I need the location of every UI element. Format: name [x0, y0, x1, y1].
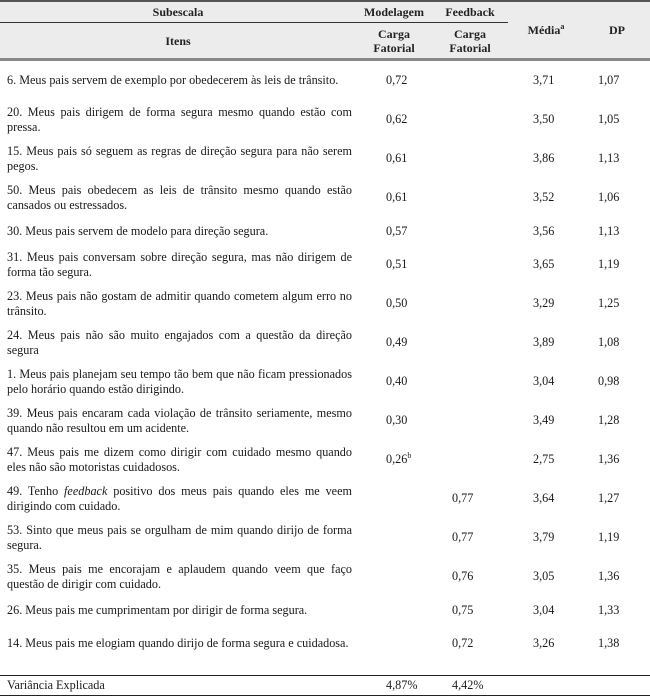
modelagem-loading [356, 362, 432, 401]
feedback-loading: 0,72 [452, 636, 474, 650]
feedback-loading [432, 323, 508, 362]
feedback-loading [432, 245, 508, 284]
feedback-loading [432, 139, 508, 178]
empty-cell [508, 676, 584, 696]
modelagem-loading [356, 323, 432, 362]
dp-value: 1,28 [598, 413, 620, 427]
modelagem-loading [356, 245, 432, 284]
variance-feedback: 4,42% [432, 676, 508, 696]
item-text: 39. Meus pais encaram cada violação de trânsito seriamente, mesmo quando não resultou em um acidente. [7, 406, 352, 435]
feedback-header: Feedback [432, 1, 508, 23]
table-row [0, 100, 650, 139]
media-value: 3,49 [533, 413, 555, 427]
feedback-loading [432, 284, 508, 323]
modelagem-value: 0,72 [386, 73, 408, 87]
media-value: 3,04 [533, 374, 555, 388]
feedback-loading [432, 440, 508, 479]
modelagem-loading [356, 479, 432, 518]
table-row [0, 217, 650, 245]
table-row [0, 479, 650, 518]
dp-value: 1,27 [598, 491, 620, 505]
modelagem-loading [356, 518, 432, 557]
feedback-carga-header [432, 23, 508, 60]
feedback-loading [432, 60, 508, 101]
item-text-part: positivo dos meus pais quando eles me veem dirigindo com cuidado. [7, 484, 352, 513]
table-row [0, 557, 650, 596]
modelagem-value: 0,61 [386, 190, 408, 204]
header-row-subscale [0, 1, 650, 23]
dp-value: 1,36 [598, 569, 620, 583]
item-text: 47. Meus pais me dizem como dirigir com cuidado mesmo quando eles não são motoristas cuidadosos. [7, 445, 352, 474]
table-row [0, 139, 650, 178]
item-text [0, 479, 356, 518]
variance-modelagem: 4,87% [356, 676, 432, 696]
media-value: 3,50 [533, 112, 555, 126]
dp-value: 1,38 [598, 636, 620, 650]
feedback-loading [432, 178, 508, 217]
table-row [0, 284, 650, 323]
table-row [0, 596, 650, 624]
table-row [0, 624, 650, 663]
modelagem-loading [356, 60, 432, 101]
modelagem-value: 0,40 [386, 374, 408, 388]
itens-header: Itens [0, 23, 356, 60]
dp-value: 1,07 [598, 73, 620, 87]
modelagem-loading [356, 178, 432, 217]
dp-header: DP [584, 1, 650, 60]
table-row [0, 245, 650, 284]
media-value: 3,64 [533, 491, 555, 505]
modelagem-value: 0,57 [386, 223, 408, 238]
item-text: 23. Meus pais não gostam de admitir quando cometem algum erro no trânsito. [7, 289, 352, 318]
feedback-loading: 0,77 [452, 530, 474, 544]
modelagem-value: 0,51 [386, 257, 408, 271]
dp-value: 1,06 [598, 190, 620, 204]
media-value: 3,71 [533, 73, 555, 87]
modelagem-value: 0,30 [386, 413, 408, 427]
modelagem-loading [356, 139, 432, 178]
media-value: 3,79 [533, 530, 555, 544]
variance-label: Variância Explicada [0, 676, 356, 696]
table-body [0, 60, 650, 664]
carga-fatorial-label: Carga Fatorial [449, 26, 491, 55]
dp-value: 1,33 [598, 602, 620, 617]
item-text: 31. Meus pais conversam sobre direção segura, mas não dirigem de forma tão segura. [7, 250, 352, 279]
item-text: 6. Meus pais servem de exemplo por obedecerem às leis de trânsito. [7, 73, 339, 88]
feedback-loading [432, 362, 508, 401]
empty-cell [584, 676, 650, 696]
dp-value: 1,36 [598, 452, 620, 466]
modelagem-loading [356, 624, 432, 663]
modelagem-value: 0,62 [386, 112, 408, 126]
item-text: 15. Meus pais só seguem as regras de direção segura para não serem pegos. [7, 144, 352, 173]
modelagem-value: 0,49 [386, 335, 408, 349]
item-text: 14. Meus pais me elogiam quando dirijo de forma segura e cuidadosa. [7, 636, 349, 651]
media-header-label: Média [527, 23, 561, 37]
item-text: 53. Sinto que meus pais se orgulham de mim quando dirijo de forma segura. [7, 523, 352, 552]
table-row [0, 518, 650, 557]
table-row [0, 401, 650, 440]
media-value: 3,26 [533, 636, 555, 650]
media-value: 3,52 [533, 190, 555, 204]
item-text: 35. Meus pais me encorajam e aplaudem quando veem que faço questão de dirigir com cuidado. [7, 562, 352, 591]
subescala-header: Subescala [0, 1, 356, 23]
modelagem-loading [356, 596, 432, 624]
media-value: 3,65 [533, 257, 555, 271]
item-text: 24. Meus pais não são muito engajados com a questão da direção segura [7, 328, 352, 357]
table-row [0, 60, 650, 101]
dp-value: 1,13 [598, 223, 620, 238]
table-row [0, 323, 650, 362]
media-value: 3,86 [533, 151, 555, 165]
dp-value: 1,13 [598, 151, 620, 165]
modelagem-value: 0,26 [386, 452, 408, 466]
table-row [0, 440, 650, 479]
modelagem-value: 0,61 [386, 151, 408, 165]
dp-value: 1,25 [598, 296, 620, 310]
feedback-loading: 0,75 [452, 602, 474, 617]
item-text: 30. Meus pais servem de modelo para direção segura. [7, 223, 269, 238]
dp-value: 1,08 [598, 335, 620, 349]
feedback-loading: 0,76 [452, 569, 474, 583]
item-text-part: 49. Tenho [7, 484, 65, 499]
feedback-loading [432, 401, 508, 440]
item-text: 26. Meus pais me cumprimentam por dirigir de forma segura. [7, 602, 308, 617]
item-text: 1. Meus pais planejam seu tempo tão bem que não ficam pressionados pelo horário quando estão dirigindo. [7, 367, 352, 396]
variance-row [0, 676, 650, 696]
modelagem-loading [356, 401, 432, 440]
media-value: 3,29 [533, 296, 555, 310]
item-text: 20. Meus pais dirigem de forma segura mesmo quando estão com pressa. [7, 105, 352, 134]
feedback-loading: 0,77 [452, 491, 474, 505]
table-row [0, 178, 650, 217]
media-value: 3,05 [533, 569, 555, 583]
loading-footnote-marker: b [407, 450, 412, 460]
feedback-loading [432, 100, 508, 139]
modelagem-loading [356, 557, 432, 596]
item-text-emphasis: feedback [64, 484, 108, 499]
modelagem-carga-header [356, 23, 432, 60]
media-value: 2,75 [533, 452, 555, 466]
dp-value: 1,05 [598, 112, 620, 126]
modelagem-loading [356, 284, 432, 323]
modelagem-loading [356, 217, 432, 245]
media-value: 3,56 [533, 223, 555, 238]
modelagem-loading [356, 100, 432, 139]
dp-value: 1,19 [598, 530, 620, 544]
dp-value: 1,19 [598, 257, 620, 271]
table-row [0, 362, 650, 401]
modelagem-loading [356, 440, 432, 479]
media-value: 3,89 [533, 335, 555, 349]
dp-value: 0,98 [598, 374, 620, 388]
feedback-loading [432, 217, 508, 245]
spacer-row [0, 663, 650, 676]
media-footnote-marker: a [560, 22, 565, 31]
modelagem-value: 0,50 [386, 296, 408, 310]
media-value: 3,04 [533, 602, 555, 617]
item-text: 50. Meus pais obedecem as leis de trânsito mesmo quando estão cansados ou estressados. [7, 183, 352, 212]
modelagem-header: Modelagem [356, 1, 432, 23]
carga-fatorial-label: Carga Fatorial [373, 26, 415, 55]
media-header [508, 1, 584, 60]
